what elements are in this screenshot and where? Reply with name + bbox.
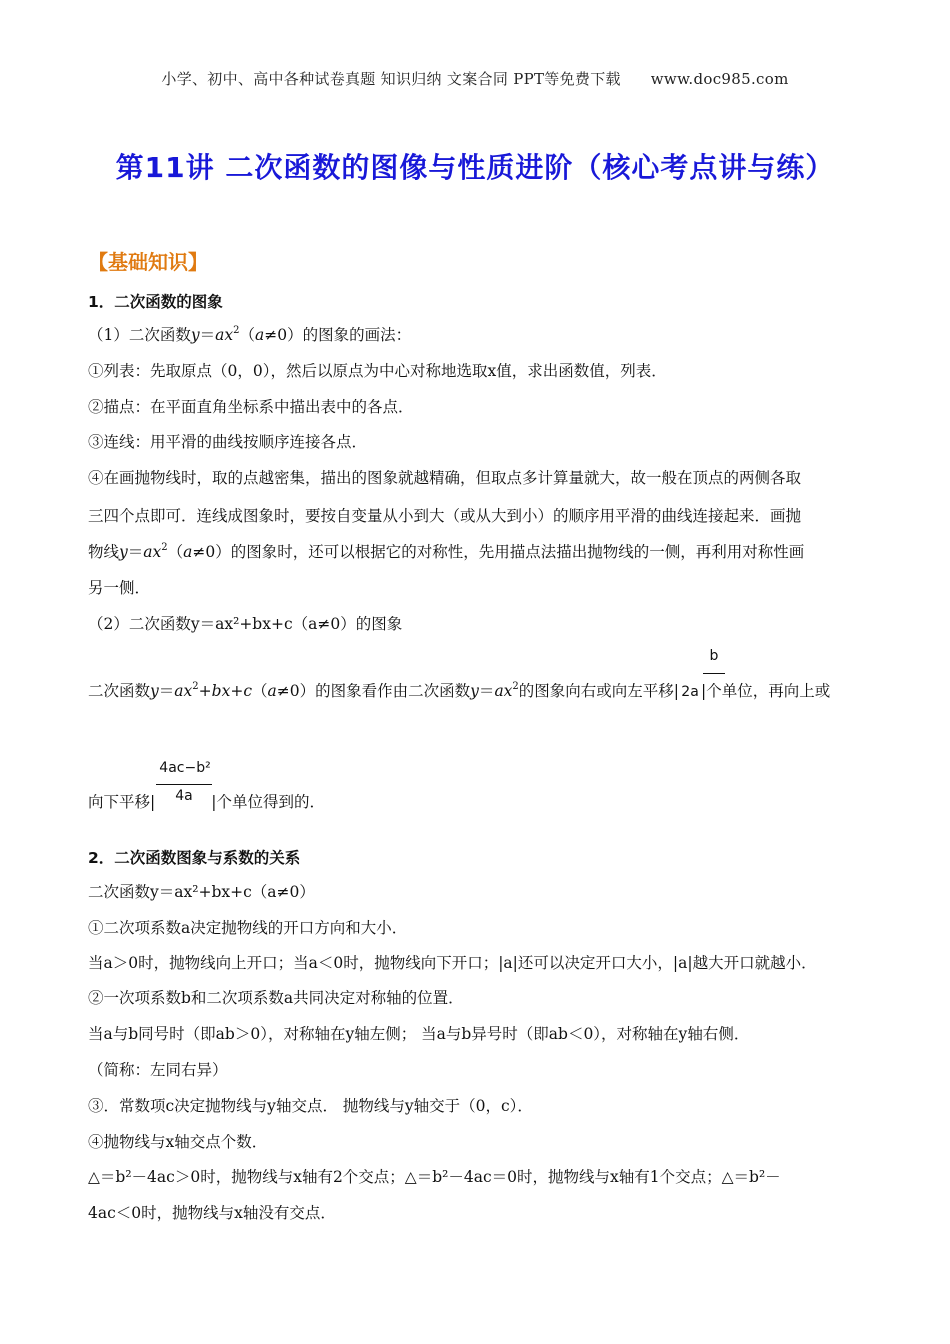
part2-item1: ①二次项系数a决定抛物线的开口方向和大小． — [88, 919, 408, 937]
fraction-b-numerator: b — [709, 648, 719, 664]
part2-item2: ②一次项系数b和二次项系数a共同决定对称轴的位置． — [88, 989, 464, 1007]
header-text: 小学、初中、高中各种试卷真题 知识归纳 文案合同 PPT等免费下载 — [161, 70, 621, 88]
part2-heading: 2．二次函数图象与系数的关系 — [88, 849, 301, 867]
part1-item4-line2: 三四个点即可．连线成图象时，要按自变量从小到大（或从大到小）的顺序用平滑的曲线连接起来．画抛 — [88, 507, 802, 525]
page-title: 第11讲 二次函数的图像与性质进阶（核心考点讲与练） — [115, 151, 835, 184]
part1-item4-line1: ④在画抛物线时，取的点越密集，描出的图象就越精确，但取点多计算量就大，故一般在顶点的两侧各取 — [88, 469, 802, 487]
part2-item4-detail-line1: △＝b²－4ac＞0时，抛物线与x轴有2个交点；△＝b²－4ac＝0时，抛物线与x轴有1个交点；△＝b²－ — [88, 1168, 781, 1186]
part1-shift-line2: 向下平移| |个单位得到的． — [88, 793, 325, 811]
page-header — [0, 68, 950, 89]
part1-sub1: （1）二次函数$y=ax^2(a\ne 0)$的图象的画法： — [88, 325, 412, 344]
part2-item4: ④抛物线与x轴交点个数． — [88, 1133, 268, 1151]
part1-sub2: （2）二次函数y＝ax²+bx+c（a≠0）的图象 — [88, 615, 403, 633]
part1-item1: ①列表：先取原点（0，0），然后以原点为中心对称地选取x值，求出函数值，列表． — [88, 362, 667, 380]
fraction-4a-denominator: 4a — [175, 788, 193, 804]
part1-heading: 1．二次函数的图象 — [88, 293, 223, 311]
part2-item2-detail: 当a与b同号时（即ab＞0），对称轴在y轴左侧； 当a与b异号时（即ab＜0），对称轴在y轴右侧． — [88, 1025, 750, 1043]
fraction-2a-denominator: 2a — [681, 684, 699, 700]
section-heading: 【基础知识】 — [88, 250, 208, 274]
part1-item4-line4: 另一侧． — [88, 579, 151, 597]
part1-item4-line3: 物线$y=ax^2(a\ne 0)$的图象时，还可以根据它的对称性，先用描点法描出抛物线的一侧，再利用对称性画 — [88, 542, 805, 561]
part1-item3: ③连线：用平滑的曲线按顺序连接各点． — [88, 433, 368, 451]
fraction-b-bar — [703, 673, 725, 674]
header-site-link[interactable]: www.doc985.com — [650, 70, 789, 88]
part2-item2-note: （简称：左同右异） — [88, 1061, 228, 1079]
fraction-4ac-numerator: 4ac−b² — [159, 760, 211, 776]
part1-shift-line1: 二次函数$y=ax^2+bx+c(a\ne 0)$的图象看作由二次函数$y=ax^2$的图象向右或向左平移| 2a |个单位，再向上或 — [88, 681, 831, 700]
part2-item4-detail-line2: 4ac＜0时，抛物线与x轴没有交点． — [88, 1204, 336, 1222]
part2-item1-detail: 当a＞0时，抛物线向上开口；当a＜0时，抛物线向下开口；|a|还可以决定开口大小，|a|越大开口就越小． — [88, 954, 817, 972]
part2-line0: 二次函数y＝ax²+bx+c（a≠0） — [88, 883, 315, 901]
fraction-4ac-bar — [156, 784, 212, 785]
part1-item2: ②描点：在平面直角坐标系中描出表中的各点． — [88, 398, 414, 416]
part2-item3: ③．常数项c决定抛物线与y轴交点． 抛物线与y轴交于（0，c）． — [88, 1097, 533, 1115]
